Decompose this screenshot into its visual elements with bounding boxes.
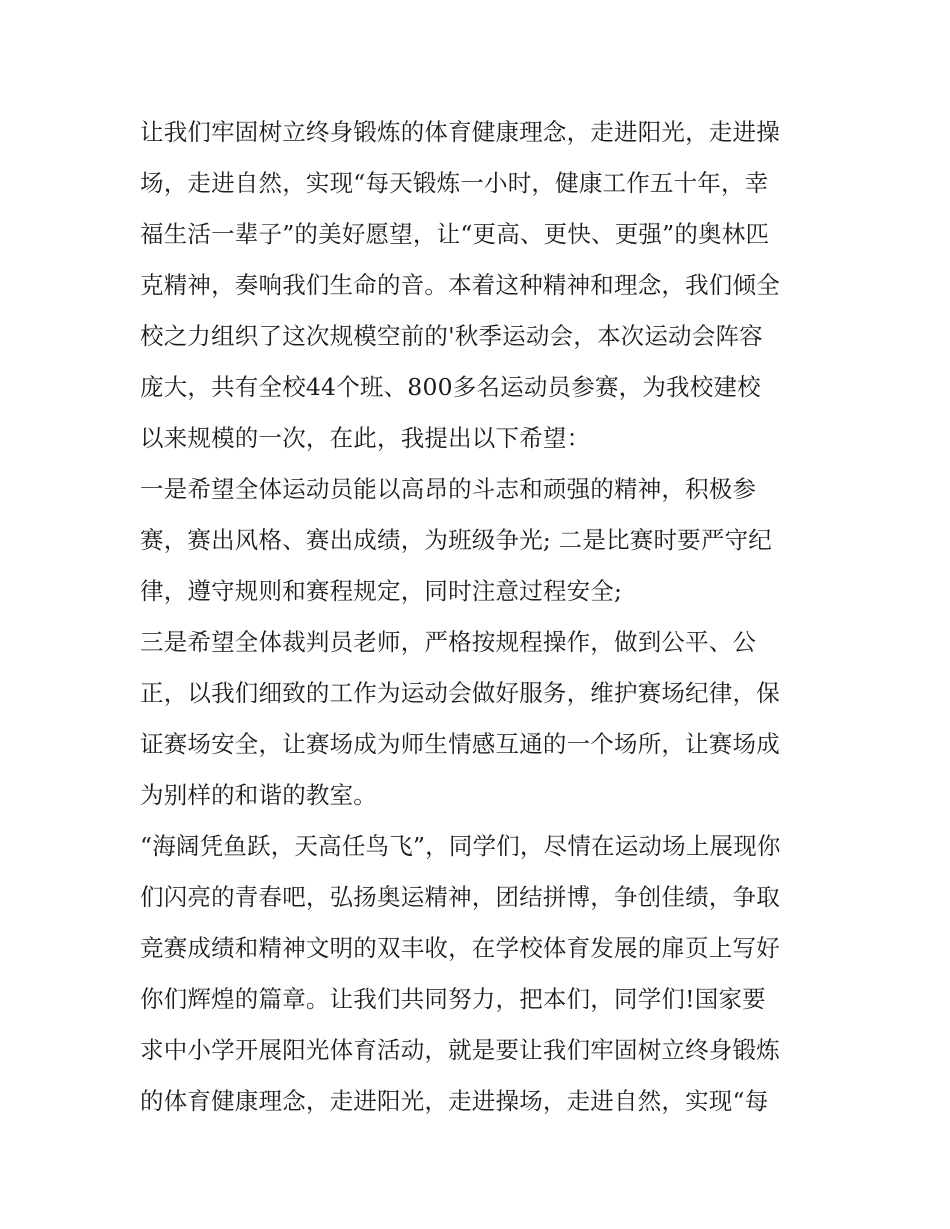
- text-line: 律，遵守规则和赛程规定，同时注意过程安全;: [140, 577, 623, 605]
- text-line: 证赛场安全，让赛场成为师生情感互通的一个场所，让赛场成: [140, 730, 780, 758]
- text-line: 一是希望全体运动员能以高昂的斗志和顽强的精神，积极参: [140, 475, 757, 503]
- text-line: 你们辉煌的篇章。让我们共同努力，把本们，同学们!国家要: [140, 985, 766, 1013]
- text-line: 为别样的和谐的教室。: [140, 781, 377, 809]
- text-line: 求中小学开展阳光体育活动，就是要让我们牢固树立终身锻炼: [140, 1036, 780, 1064]
- text-line: 让我们牢固树立终身锻炼的体育健康理念，走进阳光，走进操: [140, 118, 780, 146]
- text-line: 赛，赛出风格、赛出成绩，为班级争光; 二是比赛时要严守纪: [140, 526, 772, 554]
- text-line: 以来规模的一次，在此，我提出以下希望：: [140, 424, 591, 452]
- text-line: “海阔凭鱼跃，天高任鸟飞”，同学们，尽情在运动场上展现你: [140, 832, 781, 860]
- text-line: 庞大，共有全校44个班、800多名运动员参赛，为我校建校: [140, 373, 761, 401]
- text-line: 竞赛成绩和精神文明的双丰收，在学校体育发展的扉页上写好: [140, 934, 780, 962]
- body-text: [140, 107, 830, 1127]
- text-line: 的体育健康理念，走进阳光，走进操场，走进自然，实现“每: [140, 1087, 769, 1115]
- text-line: 福生活一辈子”的美好愿望，让“更高、更快、更强”的奥林匹: [140, 220, 770, 248]
- text-line: 场，走进自然，实现“每天锻炼一小时，健康工作五十年，幸: [140, 169, 769, 197]
- text-line: 们闪亮的青春吧，弘扬奥运精神，团结拼博，争创佳绩，争取: [140, 883, 780, 911]
- text-line: 克精神，奏响我们生命的音。本着这种精神和理念，我们倾全: [140, 271, 780, 299]
- text-line: 三是希望全体裁判员老师，严格按规程操作，做到公平、公: [140, 628, 757, 656]
- text-line: 校之力组织了这次规模空前的'秋季运动会，本次运动会阵容: [140, 322, 763, 350]
- text-line: 正，以我们细致的工作为运动会做好服务，维护赛场纪律，保: [140, 679, 780, 707]
